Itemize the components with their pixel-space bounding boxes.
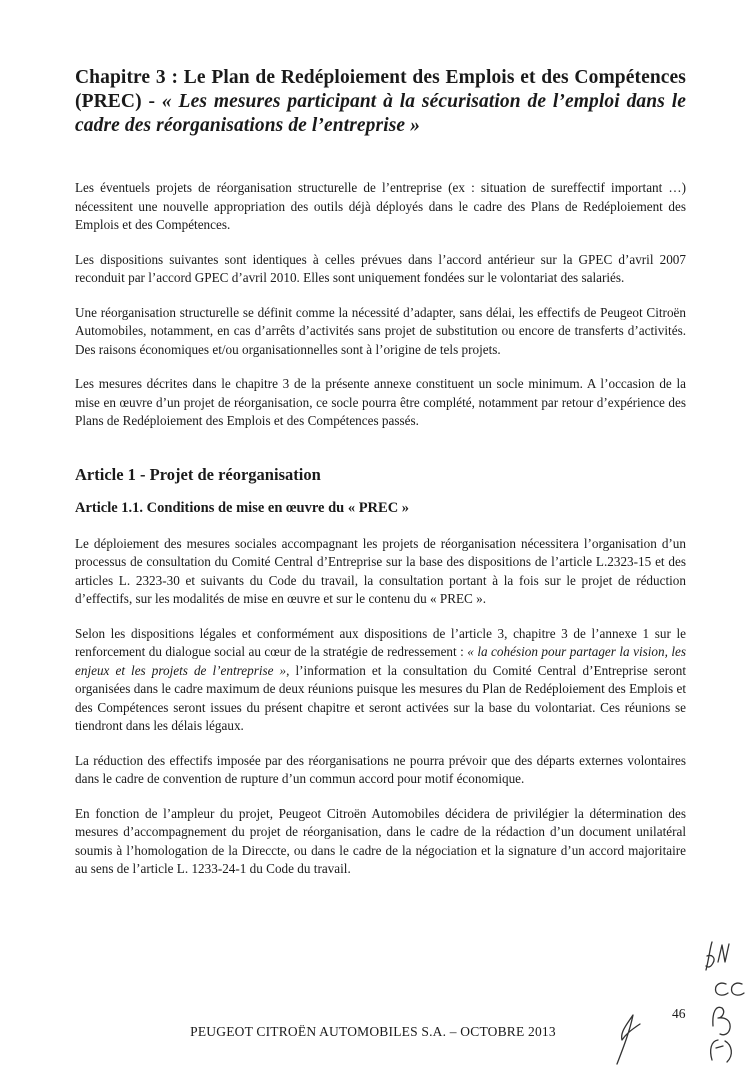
- article-paragraph: Le déploiement des mesures sociales accompagnant les projets de réorganisation nécessitera l’organisation d’un processus de consultation du Comité Central d’Entreprise sur la base des dispositions de l’article L.2323-15 et des articles L. 2323-30 et suivants du Code du travail, la consultation portant à la fois sur le projet de réduction d’effectifs, sur les modalités de mise en œuvre et sur le contenu du « PREC ».: [75, 535, 686, 606]
- intro-paragraph: Les éventuels projets de réorganisation structurelle de l’entreprise (ex : situation de sureffectif important …) nécessitent une nouvelle appropriation des outils déjà déployés dans le cadre des Plans de Redéploiement des Emplois et des Compétences.: [75, 180, 686, 232]
- chapter-title: [75, 66, 686, 138]
- paragraph-text: , l’information et la consultation du Comité Central d’Entreprise seront organisées dans le cadre maximum de deux réunions puisque les mesures du Plan de Redéploiement des Emplois et des Compétences seront issues du présent chapitre et seront activées sur la base du volontariat. Ces réunions se tiendront dans les délais légaux.: [75, 662, 686, 733]
- page-number: 46: [672, 1006, 686, 1021]
- paragraph-quote: « la cohésion pour partager la vision, les enjeux et les projets de l’entreprise »: [75, 644, 686, 678]
- chapter-title-italic: « Les mesures participant à la sécurisation de l’emploi dans le cadre des réorganisations de l’entreprise »: [75, 91, 686, 136]
- article-paragraph: En fonction de l’ampleur du projet, Peugeot Citroën Automobiles décidera de privilégier la détermination des mesures d’accompagnement du projet de réorganisation, dans le cadre de la rédaction d’un document unilatéral soumis à l’homologation de la Direccte, ou dans le cadre de la négociation et la signature d’un accord majoritaire au sens de l’article L. 1233-24-1 du Code du travail.: [75, 805, 686, 876]
- intro-paragraph: Les mesures décrites dans le chapitre 3 de la présente annexe constituent un socle minimum. A l’occasion de la mise en œuvre d’un projet de réorganisation, ce socle pourra être complété, notamment par retour d’expérience des Plans de Redéploiement des Emplois et des Compétences passés.: [75, 376, 686, 428]
- intro-paragraph: Une réorganisation structurelle se définit comme la nécessité d’adapter, sans délai, les effectifs de Peugeot Citroën Automobiles, notamment, en cas d’arrêts d’activités sans projet de substitution ou encore de transferts d’activités. Des raisons économiques et/ou organisationnelles sont à l’origine de tels projets.: [75, 304, 686, 357]
- chapter-title-bold: Chapitre 3 : Le Plan de Redéploiement des Emplois et des Compétences (PREC) -: [75, 67, 686, 112]
- paragraph-text: Selon les dispositions légales et conformément aux dispositions de l’article 3, chapitre 3 de l’annexe 1 sur le renforcement du dialogue social au cœur de la stratégie de redressement :: [75, 625, 686, 659]
- article-paragraph: La réduction des effectifs imposée par des réorganisations ne pourra prévoir que des départs externes volontaires dans le cadre de convention de rupture d’un commun accord pour motif économique.: [75, 752, 686, 786]
- page-footer: PEUGEOT CITROËN AUTOMOBILES S.A. – OCTOBRE 2013: [190, 1024, 556, 1039]
- article-heading: Article 1 - Projet de réorganisation: [75, 464, 321, 484]
- intro-paragraph: Les dispositions suivantes sont identiques à celles prévues dans l’accord antérieur sur la GPEC d’avril 2007 reconduit par l’accord GPEC d’avril 2010. Elles sont uniquement fondées sur le volontariat des salariés.: [75, 251, 686, 285]
- article-paragraph: [75, 625, 686, 736]
- page-content: [75, 66, 686, 895]
- article-subheading: Article 1.1. Conditions de mise en œuvre du « PREC »: [75, 499, 410, 516]
